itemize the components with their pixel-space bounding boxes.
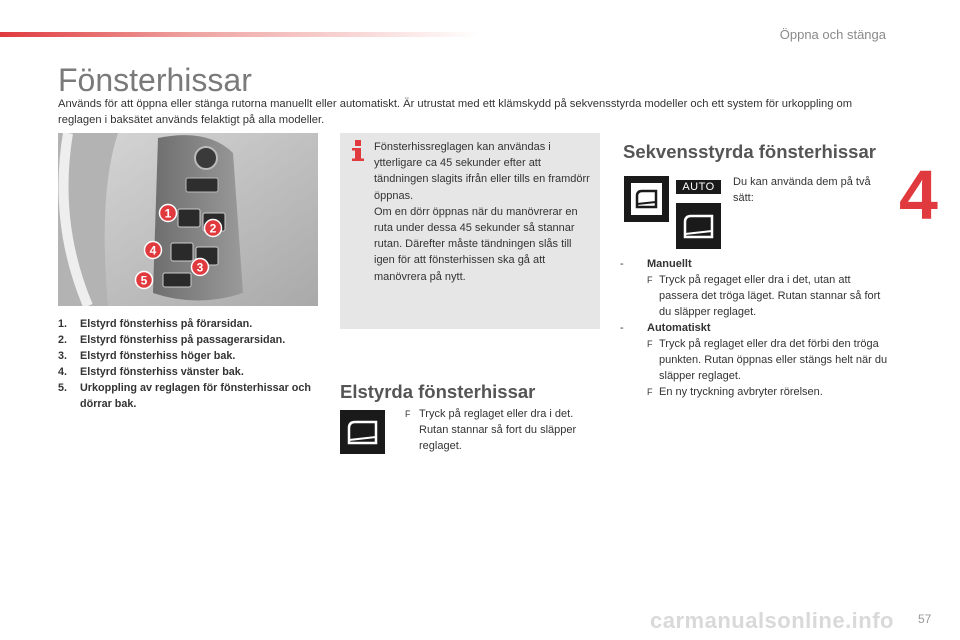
mode-heading: - Automatiskt (620, 322, 711, 334)
list-item: 5. Urkoppling av reglagen för fönsterhissar och dörrar bak. (58, 382, 311, 410)
window-switch-icon (340, 410, 385, 454)
sekvens-intro: Du kan använda dem på två sätt: (733, 176, 871, 204)
svg-text:3: 3 (196, 260, 204, 275)
callout-2 (205, 220, 222, 237)
chapter-number: 4 (899, 156, 938, 234)
switch-legend-list (58, 316, 328, 412)
window-switch-pull-icon (624, 176, 669, 222)
header-accent-bar (0, 32, 480, 37)
list-item: 4. Elstyrd fönsterhiss vänster bak. (58, 366, 244, 378)
svg-text:2: 2 (209, 221, 217, 236)
callout-5 (136, 272, 153, 289)
mode-heading: - Manuellt (620, 258, 692, 270)
window-switch-icon (676, 203, 721, 249)
info-paragraph: Om en dörr öppnas när du manövrerar en ruta under dessa 45 sekunder så stannar rutan. Därefter måste tändningen slås till igen för att fönsterhissen ska gå att manövrera på nytt. (374, 205, 578, 283)
mode-bullet: F Tryck på reglaget eller dra det förbi den tröga punkten. Rutan öppnas eller stängs helt när du släpper reglaget. (647, 338, 888, 382)
info-paragraph: Fönsterhissreglagen kan användas i ytterligare ca 45 sekunder efter att tändningen slagits ifrån eller tills en framdörr öppnas. (374, 141, 590, 202)
page-number: 57 (918, 612, 932, 626)
list-item: 2. Elstyrd fönsterhiss på passagerarsidan. (58, 334, 286, 346)
auto-label: AUTO (676, 180, 721, 194)
info-icon (350, 140, 366, 162)
watermark: carmanualsonline.info (650, 608, 894, 633)
svg-text:5: 5 (140, 273, 148, 288)
mode-bullet: F En ny tryckning avbryter rörelsen. (647, 386, 823, 398)
elstyrda-text: F Tryck på reglaget eller dra i det. Rutan stannar så fort du släpper reglaget. (405, 408, 577, 452)
callout-4 (145, 242, 162, 259)
list-item: 1. Elstyrd fönsterhiss på förarsidan. (58, 318, 253, 330)
page-title: Fönsterhissar (58, 62, 252, 98)
elstyrda-heading: Elstyrda fönsterhissar (340, 381, 536, 402)
door-switch-photo (58, 133, 318, 306)
svg-text:1: 1 (164, 206, 172, 221)
info-box-text (374, 139, 592, 285)
section-title: Öppna och stänga (779, 27, 886, 42)
intro-paragraph: Används för att öppna eller stänga rutorna manuellt eller automatiskt. Är utrustat med ett klämskydd på sekvensstyrda modeller och ett system för urkoppling om reglagen i baksätet används felaktigt på alla modeller. (58, 98, 853, 126)
svg-text:4: 4 (149, 243, 157, 258)
list-item: 3. Elstyrd fönsterhiss höger bak. (58, 350, 236, 362)
callout-1 (160, 205, 177, 222)
callout-3 (192, 259, 209, 276)
sekvens-heading: Sekvensstyrda fönsterhissar (623, 141, 876, 162)
mode-bullet: F Tryck på regaget eller dra i det, utan att passera det tröga läget. Rutan stannar så fort du släpper reglaget. (647, 274, 881, 318)
bullet-marker: F (405, 409, 411, 419)
sekvens-modes (620, 256, 890, 400)
